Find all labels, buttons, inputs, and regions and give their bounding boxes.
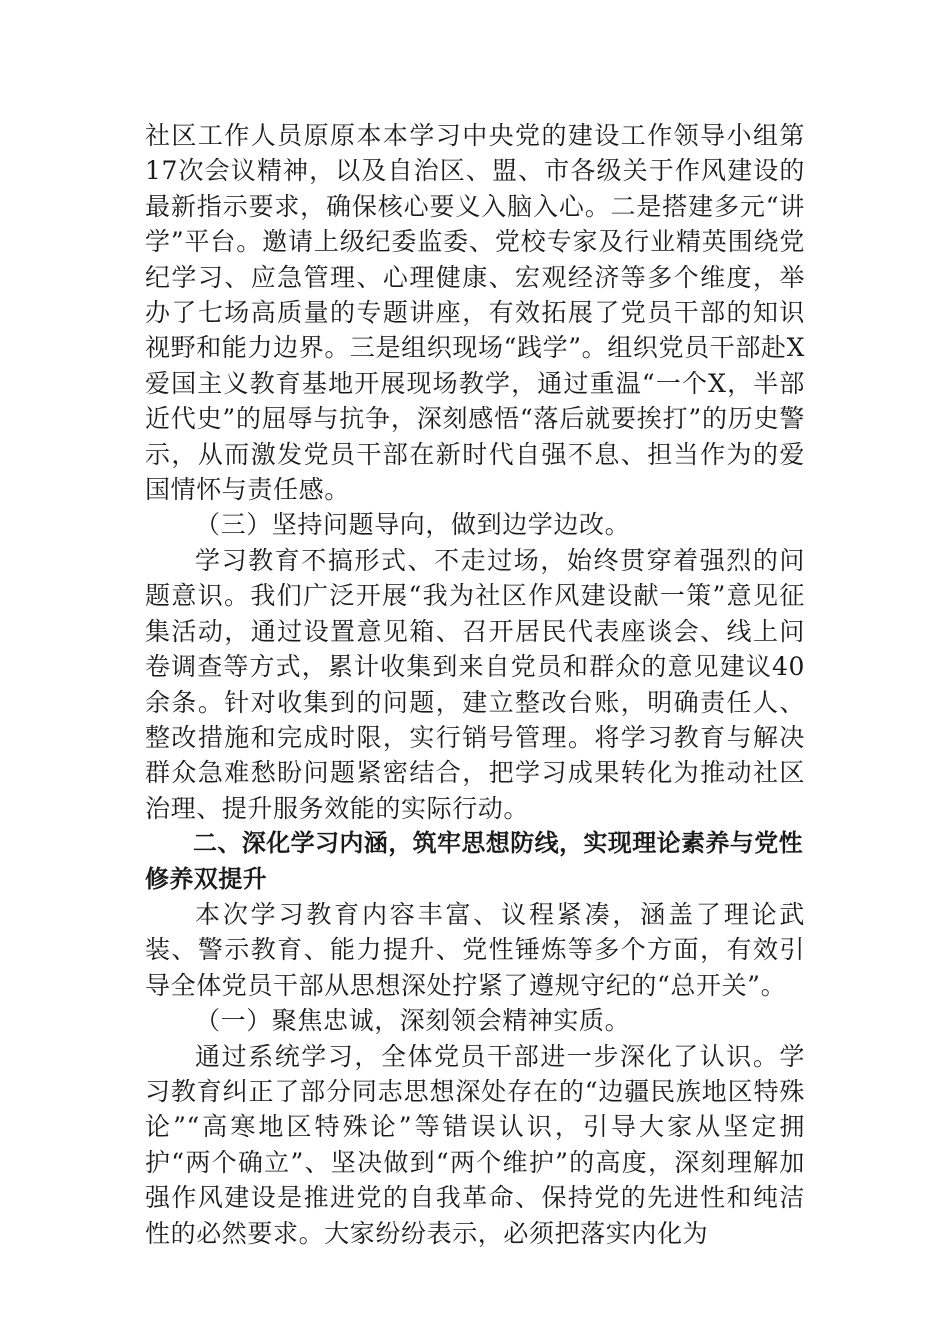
paragraph-deepened-understanding: 通过系统学习，全体党员干部进一步深化了认识。学习教育纠正了部分同志思想深处存在的“边疆民族地区特殊论”“高寒地区特殊论”等错误认识，引导大家从坚定拥护“两个确立”、坚决做到“两个维护”的高度，深刻理解加强作风建设是推进党的自我革命、保持党的先进性和纯洁性的必然要求。大家纷纷表示，必须把落实内化为 <box>145 1041 805 1248</box>
subheading-loyalty: （一）聚焦忠诚，深刻领会精神实质。 <box>195 1006 631 1036</box>
section-heading-two: 二、深化学习内涵，筑牢思想防线，实现理论素养与党性修养双提升 <box>145 829 803 893</box>
subheading-problem-oriented: （三）坚持问题导向，做到边学边改。 <box>195 510 631 540</box>
paragraph-study-forms: 社区工作人员原原本本学习中央党的建设工作领导小组第17次会议精神，以及自治区、盟、市各级关于作风建设的最新指示要求，确保核心要义入脑入心。二是搭建多元“讲学”平台。邀请上级纪委监委、党校专家及行业精英围绕党纪学习、应急管理、心理健康、宏观经济等多个维度，举办了七场高质量的专题讲座，有效拓展了党员干部的知识视野和能力边界。三是组织现场“践学”。组织党员干部赴X爱国主义教育基地开展现场教学，通过重温“一个X，半部近代史”的屈辱与抗争，深刻感悟“落后就要挨打”的历史警示，从而激发党员干部在新时代自强不息、担当作为的爱国情怀与责任感。 <box>145 121 805 505</box>
document-page <box>145 118 805 1251</box>
paragraph-content-overview: 本次学习教育内容丰富、议程紧凑，涵盖了理论武装、警示教育、能力提升、党性锤炼等多个方面，有效引导全体党员干部从思想深处拧紧了遵规守纪的“总开关”。 <box>145 899 805 1000</box>
paragraph-problem-awareness: 学习教育不搞形式、不走过场，始终贯穿着强烈的问题意识。我们广泛开展“我为社区作风建设献一策”意见征集活动，通过设置意见箱、召开居民代表座谈会、线上问卷调查等方式，累计收集到来自党员和群众的意见建议40余条。针对收集到的问题，建立整改台账，明确责任人、整改措施和完成时限，实行销号管理。将学习教育与解决群众急难愁盼问题紧密结合，把学习成果转化为推动社区治理、提升服务效能的实际行动。 <box>145 545 805 823</box>
